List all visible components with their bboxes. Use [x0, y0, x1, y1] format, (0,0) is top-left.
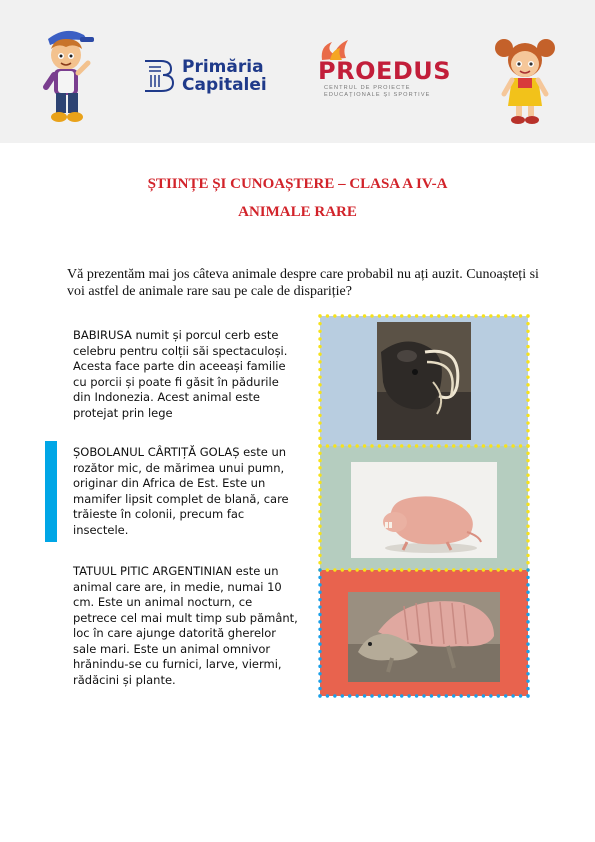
frame-dot	[355, 568, 358, 571]
frame-dot	[504, 568, 507, 571]
frame-dot	[497, 694, 500, 697]
frame-dot	[318, 345, 321, 348]
building-logo	[143, 57, 175, 93]
frame-dot	[318, 510, 321, 513]
frame-dot	[526, 657, 529, 660]
frame-dot	[363, 314, 366, 317]
frame-dot	[526, 345, 529, 348]
frame-dot	[445, 444, 448, 447]
frame-dot	[519, 694, 522, 697]
frame-dot	[526, 694, 529, 697]
frame-dot	[318, 368, 321, 371]
frame-dot	[489, 568, 492, 571]
frame-dot	[445, 314, 448, 317]
frame-dot	[526, 495, 529, 498]
frame-dot	[526, 591, 529, 594]
frame-dot	[415, 694, 418, 697]
frame-dot	[519, 568, 522, 571]
frame-dot	[526, 532, 529, 535]
frame-dot	[318, 421, 321, 424]
frame-dot	[459, 568, 462, 571]
frame-dot	[348, 568, 351, 571]
frame-dot	[526, 554, 529, 557]
frame-dot	[318, 481, 321, 484]
frame-dot	[467, 314, 470, 317]
frame-dot	[511, 568, 514, 571]
frame-dot	[355, 314, 358, 317]
frame-dot	[526, 613, 529, 616]
animal-description-naked-mole-rat: ȘOBOLANUL CÂRTIȚĂ GOLAȘ este un rozător mic, de mărimea unui pumn, originar din Africa de Est. Este un mamifer lipsit complet de blană, care trăieste în colonii, precum fac insectele.	[73, 445, 289, 537]
frame-dot	[459, 694, 462, 697]
primaria-line1: Primăria	[182, 57, 264, 77]
frame-dot	[363, 694, 366, 697]
frame-dot	[526, 452, 529, 455]
frame-dot	[437, 314, 440, 317]
frame-dot	[318, 429, 321, 432]
frame-dot	[526, 466, 529, 469]
frame-dot	[318, 672, 321, 675]
frame-dot	[511, 444, 514, 447]
frame-dot	[459, 314, 462, 317]
frame-dot	[348, 314, 351, 317]
frame-dot	[378, 314, 381, 317]
frame-dot	[504, 314, 507, 317]
frame-dot	[318, 657, 321, 660]
frame-dot	[326, 694, 329, 697]
frame-dot	[422, 568, 425, 571]
frame-dot	[370, 694, 373, 697]
frame-dot	[489, 314, 492, 317]
frame-dot	[341, 444, 344, 447]
frame-dot	[407, 568, 410, 571]
frame-dot	[318, 665, 321, 668]
frame-dot	[333, 444, 336, 447]
frame-dot	[526, 665, 529, 668]
frame-dot	[318, 488, 321, 491]
frame-dot	[526, 620, 529, 623]
frame-dot	[437, 694, 440, 697]
frame-dot	[318, 437, 321, 440]
frame-dot	[355, 444, 358, 447]
frame-dot	[474, 314, 477, 317]
frame-dot	[407, 314, 410, 317]
frame-dot	[318, 383, 321, 386]
frame-dot	[526, 517, 529, 520]
frame-dot	[318, 635, 321, 638]
frame-dot	[318, 561, 321, 564]
intro-paragraph: Vă prezentăm mai jos câteva animale despre care probabil nu ați auzit. Cunoașteți si voi astfel de animale rare sau pe cale de dispariție?	[67, 267, 539, 299]
frame-dot	[318, 679, 321, 682]
frame-dot	[393, 444, 396, 447]
frame-dot	[422, 444, 425, 447]
frame-dot	[355, 694, 358, 697]
frame-dot	[467, 568, 470, 571]
frame-dot	[430, 568, 433, 571]
frame-dot	[341, 314, 344, 317]
frame-dot	[504, 444, 507, 447]
frame-dot	[526, 429, 529, 432]
frame-dot	[526, 642, 529, 645]
proedus-name: PROEDUS	[318, 57, 452, 85]
frame-dot	[415, 314, 418, 317]
frame-dot	[415, 444, 418, 447]
frame-dot	[489, 444, 492, 447]
frame-dot	[318, 473, 321, 476]
frame-dot	[526, 421, 529, 424]
frame-dot	[526, 687, 529, 690]
frame-dot	[526, 406, 529, 409]
frame-dot	[318, 322, 321, 325]
frame-dot	[318, 568, 321, 571]
accent-bar	[45, 441, 57, 542]
frame-dot	[422, 694, 425, 697]
primaria-capitalei-logo-text	[182, 58, 267, 94]
frame-dot	[526, 337, 529, 340]
frame-dot	[400, 694, 403, 697]
frame-dot	[378, 568, 381, 571]
frame-dot	[370, 568, 373, 571]
frame-dot	[526, 561, 529, 564]
frame-dot	[526, 398, 529, 401]
frame-dot	[437, 444, 440, 447]
frame-dot	[452, 444, 455, 447]
frame-dot	[318, 495, 321, 498]
frame-dot	[318, 687, 321, 690]
frame-dot	[318, 694, 321, 697]
frame-dot	[318, 546, 321, 549]
frame-dot	[378, 444, 381, 447]
frame-dot	[452, 314, 455, 317]
frame-dot	[385, 694, 388, 697]
frame-dot	[526, 481, 529, 484]
frame-dot	[526, 525, 529, 528]
frame-dot	[318, 532, 321, 535]
frame-dot	[526, 679, 529, 682]
frame-dot	[393, 568, 396, 571]
frame-dot	[318, 620, 321, 623]
frame-dot	[511, 314, 514, 317]
frame-dot	[497, 444, 500, 447]
frame-dot	[474, 568, 477, 571]
frame-dot	[526, 414, 529, 417]
frame-dot	[318, 605, 321, 608]
frame-dot	[341, 694, 344, 697]
frame-dot	[526, 383, 529, 386]
frame-dot	[482, 568, 485, 571]
frame-dot	[526, 488, 529, 491]
frame-dot	[318, 591, 321, 594]
frame-dot	[378, 694, 381, 697]
frame-dot	[318, 375, 321, 378]
animal-description-armadillo: TATUUL PITIC ARGENTINIAN este un animal care are, in medie, numai 10 cm. Este un animal nocturn, ce petrece cel mai mult timp sub pământ, loc în care ajunge datorită gherelor sale mari. Este un animal omnivor hrănindu-se cu furnici, larve, viermi, rădăcini și plante.	[73, 564, 298, 687]
frame-dot	[370, 314, 373, 317]
frame-dot	[318, 314, 321, 317]
frame-dot	[497, 314, 500, 317]
frame-dot	[318, 650, 321, 653]
frame-dot	[482, 314, 485, 317]
frame-dot	[526, 576, 529, 579]
primaria-line2: Capitalei	[182, 75, 267, 95]
frame-dot	[511, 694, 514, 697]
page-subtitle: ANIMALE RARE	[238, 204, 357, 220]
frame-dot	[519, 444, 522, 447]
frame-dot	[526, 546, 529, 549]
animal-description-babirusa: BABIRUSA numit și porcul cerb este celebru pentru colții săi spectaculoși. Acesta face parte din aceeași familie cu porcii și poate fi găsit în pădurile din Indonezia. Acest animal este protejat prin lege	[73, 328, 288, 420]
frame-dot	[467, 694, 470, 697]
frame-dot	[526, 598, 529, 601]
frame-dot	[526, 583, 529, 586]
frame-dot	[526, 635, 529, 638]
frame-dot	[400, 444, 403, 447]
frame-dot	[333, 568, 336, 571]
frame-dot	[526, 459, 529, 462]
frame-dot	[489, 694, 492, 697]
frame-dot	[341, 568, 344, 571]
frame-dot	[318, 406, 321, 409]
proedus-subtitle: CENTRUL DE PROIECTE EDUCAȚIONALE ȘI SPORTIVE	[324, 85, 431, 98]
frame-dot	[385, 314, 388, 317]
frame-dot	[526, 503, 529, 506]
frame-dot	[430, 314, 433, 317]
frame-dot	[385, 444, 388, 447]
frame-dot	[407, 444, 410, 447]
frame-dot	[526, 605, 529, 608]
boy-mascot	[40, 25, 96, 129]
frame-dot	[459, 444, 462, 447]
frame-dot	[526, 330, 529, 333]
frame-dot	[526, 444, 529, 447]
frame-dot	[348, 444, 351, 447]
frame-dot	[526, 539, 529, 542]
frame-dot	[393, 694, 396, 697]
girl-mascot	[494, 36, 556, 126]
frame-dot	[497, 568, 500, 571]
frame-dot	[318, 360, 321, 363]
frame-dot	[318, 337, 321, 340]
frame-dot	[467, 444, 470, 447]
frame-dot	[385, 568, 388, 571]
frame-dot	[422, 314, 425, 317]
frame-dot	[474, 444, 477, 447]
frame-dot	[400, 568, 403, 571]
frame-dot	[318, 628, 321, 631]
page-title: ȘTIINȚE ȘI CUNOAȘTERE – CLASA A IV-A	[147, 176, 448, 192]
frame-dot	[318, 466, 321, 469]
frame-dot	[318, 613, 321, 616]
frame-dot	[445, 694, 448, 697]
frame-dot	[318, 353, 321, 356]
frame-dot	[318, 583, 321, 586]
frame-dot	[363, 444, 366, 447]
frame-dot	[526, 353, 529, 356]
frame-dot	[318, 517, 321, 520]
frame-dot	[318, 642, 321, 645]
frame-dot	[526, 360, 529, 363]
frame-dot	[526, 473, 529, 476]
frame-dot	[333, 314, 336, 317]
frame-dot	[326, 444, 329, 447]
frame-dot	[437, 568, 440, 571]
frame-dot	[318, 330, 321, 333]
frame-dot	[430, 694, 433, 697]
frame-dot	[415, 568, 418, 571]
frame-dot	[370, 444, 373, 447]
frame-dot	[407, 694, 410, 697]
frame-dot	[452, 568, 455, 571]
frame-dot	[326, 314, 329, 317]
frame-dot	[318, 459, 321, 462]
frame-dot	[333, 694, 336, 697]
frame-dot	[526, 391, 529, 394]
frame-dot	[318, 539, 321, 542]
frame-dot	[445, 568, 448, 571]
frame-dot	[526, 568, 529, 571]
frame-dot	[318, 398, 321, 401]
frame-dot	[452, 694, 455, 697]
frame-dot	[318, 503, 321, 506]
frame-dot	[318, 414, 321, 417]
frame-dot	[318, 452, 321, 455]
frame-dot	[318, 391, 321, 394]
frame-dot	[318, 444, 321, 447]
frame-dot	[482, 444, 485, 447]
frame-dot	[318, 576, 321, 579]
frame-dot	[363, 568, 366, 571]
frame-dot	[526, 650, 529, 653]
frame-dot	[474, 694, 477, 697]
frame-dot	[526, 314, 529, 317]
frame-dot	[318, 525, 321, 528]
frame-dot	[526, 628, 529, 631]
dotted-frame	[314, 310, 534, 702]
frame-dot	[482, 694, 485, 697]
frame-dot	[526, 437, 529, 440]
frame-dot	[400, 314, 403, 317]
frame-dot	[430, 444, 433, 447]
frame-dot	[504, 694, 507, 697]
frame-dot	[393, 314, 396, 317]
frame-dot	[326, 568, 329, 571]
frame-dot	[348, 694, 351, 697]
frame-dot	[318, 554, 321, 557]
frame-dot	[519, 314, 522, 317]
frame-dot	[526, 672, 529, 675]
frame-dot	[318, 598, 321, 601]
frame-dot	[526, 510, 529, 513]
frame-dot	[526, 375, 529, 378]
frame-dot	[526, 368, 529, 371]
frame-dot	[526, 322, 529, 325]
